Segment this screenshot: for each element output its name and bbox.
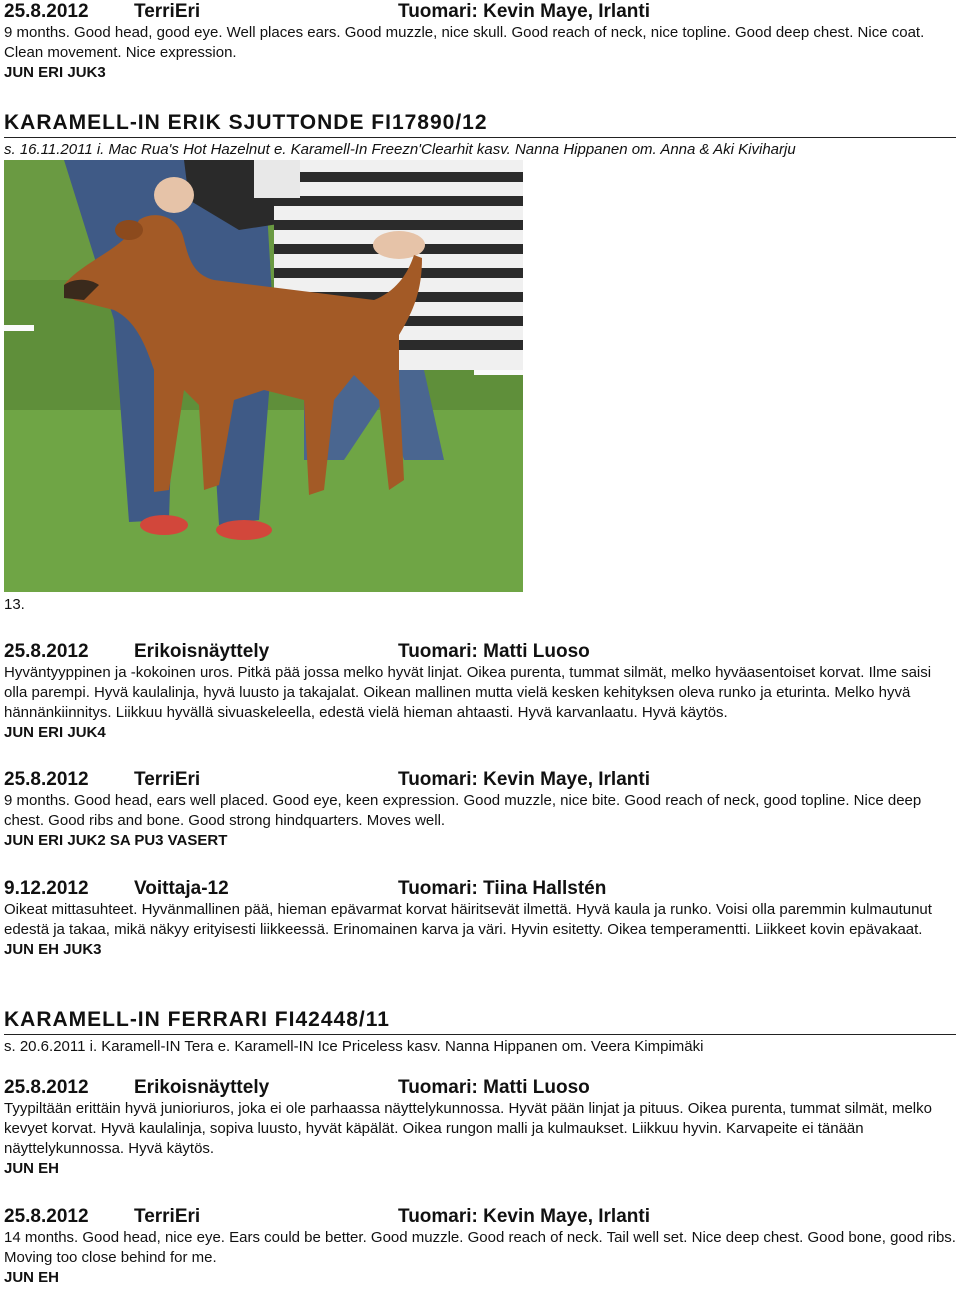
- judge-name: Tuomari: Matti Luoso: [398, 1077, 590, 1098]
- show-name: TerriEri: [134, 1206, 201, 1227]
- show-entry: [4, 769, 956, 851]
- show-name: TerriEri: [134, 1, 201, 22]
- judge-name: Tuomari: Tiina Hallstén: [398, 878, 607, 899]
- result-text: JUN EH: [4, 1160, 60, 1177]
- pedigree-line: s. 16.11.2011 i. Mac Rua's Hot Hazelnut e. Karamell-In Freezn'Clearhit kasv. Nanna Hippanen om. Anna & Aki Kiviharju: [4, 141, 796, 158]
- show-date: 25.8.2012: [4, 641, 89, 662]
- show-date: 25.8.2012: [4, 1206, 89, 1227]
- show-name: Voittaja-12: [134, 878, 229, 899]
- show-date: 25.8.2012: [4, 1, 89, 22]
- divider: [4, 137, 956, 138]
- dog-name: KARAMELL-IN ERIK SJUTTONDE FI17890/12: [4, 111, 488, 134]
- show-entry: [4, 641, 956, 743]
- critique-text: 9 months. Good head, ears well placed. Good eye, keen expression. Good muzzle, nice bite. Good reach of neck, good topline. Nice deep chest. Good ribs and bone. Good strong hindquarters. Moves well.: [4, 792, 922, 829]
- show-name: Erikoisnäyttely: [134, 641, 270, 662]
- judge-name: Tuomari: Kevin Maye, Irlanti: [398, 1206, 650, 1227]
- entry-header: [4, 1, 956, 23]
- show-entry: [4, 1077, 956, 1179]
- judge-name: Tuomari: Kevin Maye, Irlanti: [398, 1, 650, 22]
- result-text: JUN ERI JUK4: [4, 724, 106, 741]
- result-text: JUN EH: [4, 1269, 60, 1286]
- result-text: JUN ERI JUK3: [4, 64, 106, 81]
- photo-number: 13.: [4, 596, 25, 613]
- entry-header: [4, 769, 956, 791]
- dog-heading: [4, 1007, 956, 1056]
- show-date: 25.8.2012: [4, 769, 89, 790]
- entry-header: [4, 1077, 956, 1099]
- critique-text: 14 months. Good head, nice eye. Ears could be better. Good muzzle. Good reach of neck. Tail well set. Nice deep chest. Good bone, good ribs. Moving too close behind for me.: [4, 1229, 956, 1266]
- show-date: 25.8.2012: [4, 1077, 89, 1098]
- critique-text: Tyypiltään erittäin hyvä junioriuros, joka ei ole parhaassa näyttelykunnossa. Hyvät pään linjat ja pituus. Oikea purenta, tummat silmät, melko kevyet korvat. Hyvä kaulalinja, sopiva luusto, hyvät käpälät. Oikea rungon malli ja kulmaukset. Liikkuu hyvin. Karvapeite ei tänään näyttelykunnossa. Hyvä käytös.: [4, 1100, 932, 1157]
- show-entry: [4, 878, 956, 960]
- critique-text: Hyväntyyppinen ja -kokoinen uros. Pitkä pää jossa melko hyvät linjat. Oikea purenta, tummat silmät, melko hyväasentoiset korvat. Ilme saisi olla parempi. Hyvä kaulalinja, hyvä luusto ja takajalat. Oikean mallinen mutta vielä kesken kehityksen oleva runko ja eturinta. Melko hyvä hännänkiinnitys. Liikkuu hyvällä sivuaskeleella, edestä vielä hieman ahtaasti. Hyvä karvanlaatu. Hyvä käytös.: [4, 664, 932, 721]
- judge-name: Tuomari: Matti Luoso: [398, 641, 590, 662]
- dog-name: KARAMELL-IN FERRARI FI42448/11: [4, 1008, 390, 1031]
- judge-name: Tuomari: Kevin Maye, Irlanti: [398, 769, 650, 790]
- critique-text: Oikeat mittasuhteet. Hyvänmallinen pää, hieman epävarmat korvat häiritsevät ilmettä. Hyvä kaula ja runko. Voisi olla paremmin kulmautunut edestä ja takaa, mikä näkyy erityisesti liikkeessä. Erinomainen karva ja väri. Hyvin esitetty. Oikea temperamentti. Liikkeet kovin epävakaat.: [4, 901, 932, 938]
- show-name: Erikoisnäyttely: [134, 1077, 270, 1098]
- dog-heading: [4, 110, 956, 159]
- divider: [4, 1034, 956, 1035]
- critique-text: 9 months. Good head, good eye. Well places ears. Good muzzle, nice skull. Good reach of neck, nice topline. Good deep chest. Nice coat. Clean movement. Nice expression.: [4, 24, 925, 61]
- show-name: TerriEri: [134, 769, 201, 790]
- pedigree-line: s. 20.6.2011 i. Karamell-IN Tera e. Karamell-IN Ice Priceless kasv. Nanna Hippanen om. Veera Kimpimäki: [4, 1038, 704, 1055]
- dog-photo: [4, 160, 523, 592]
- entry-header: [4, 1206, 956, 1228]
- show-date: 9.12.2012: [4, 878, 89, 899]
- result-text: JUN EH JUK3: [4, 941, 102, 958]
- result-text: JUN ERI JUK2 SA PU3 VASERT: [4, 832, 228, 849]
- entry-header: [4, 641, 956, 663]
- show-entry: [4, 1206, 956, 1288]
- show-entry: [4, 1, 956, 83]
- entry-header: [4, 878, 956, 900]
